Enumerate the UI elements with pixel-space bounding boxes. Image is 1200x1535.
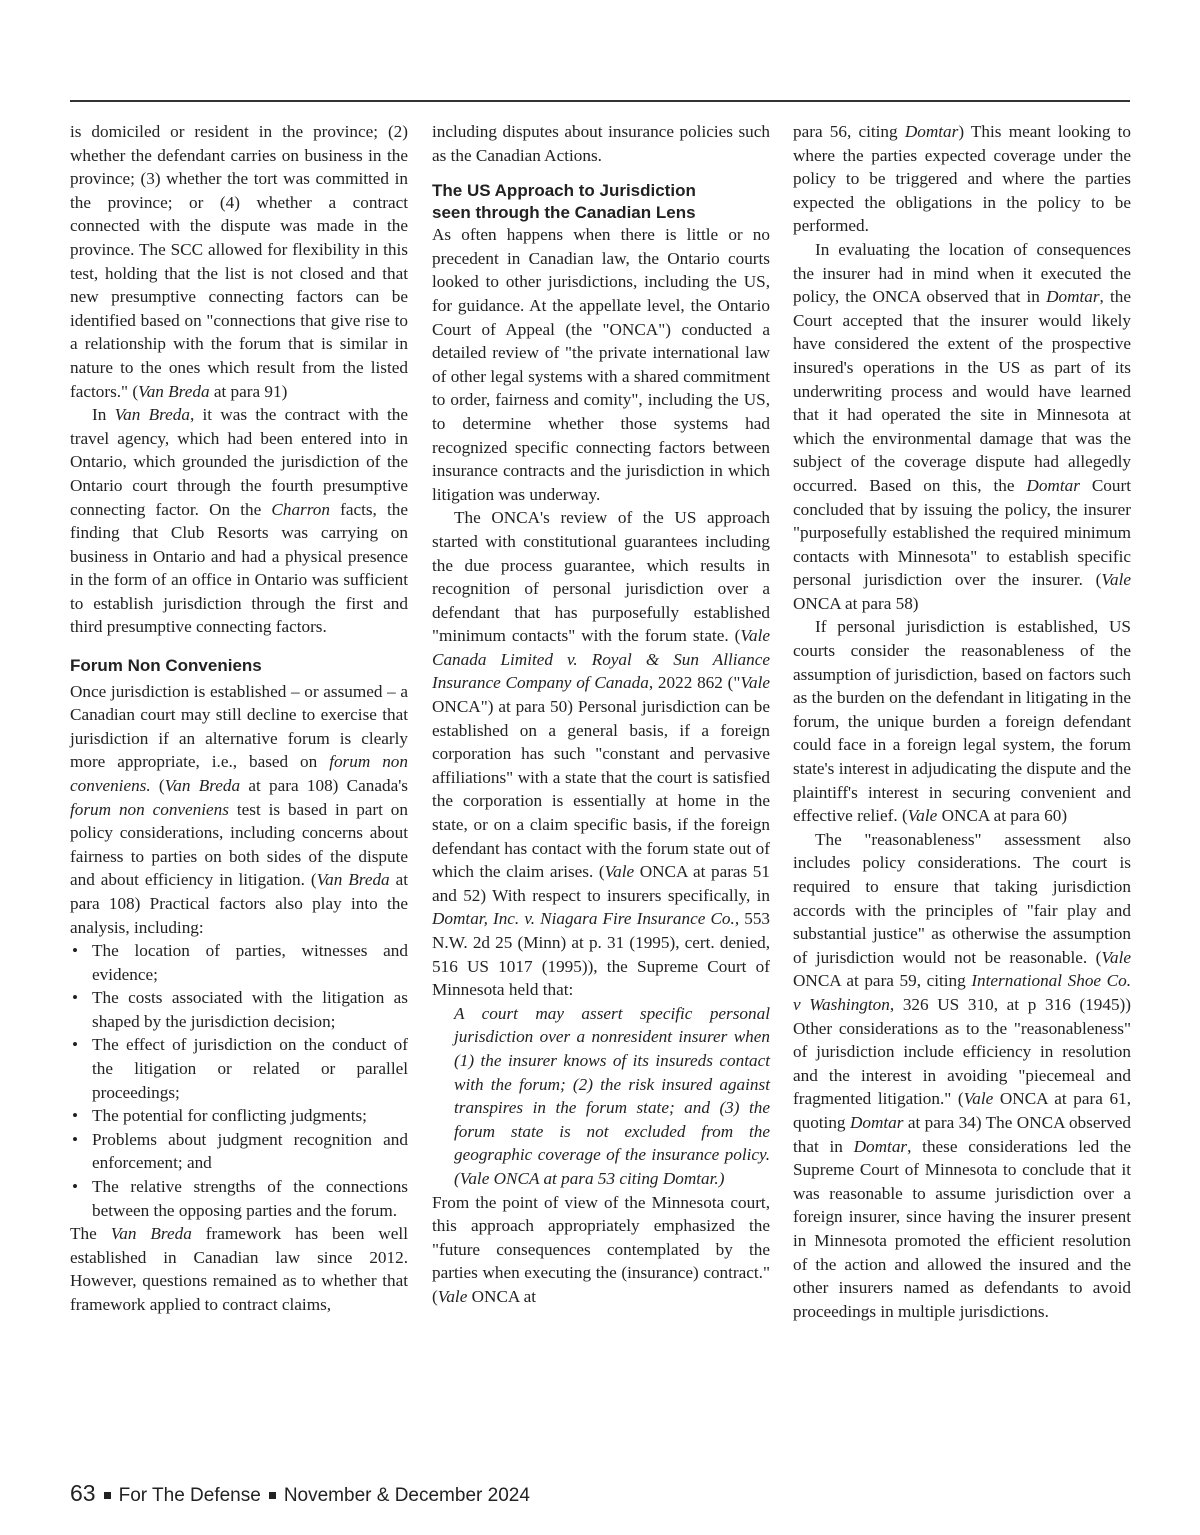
publication-name: For The Defense	[118, 1485, 261, 1506]
paragraph: The "reasonableness" assessment also includes policy considerations. The court is required to ensure that taking jurisdiction accords with the principles of "fair play and substantial justice" as otherwise the assumption of jurisdiction would not be reasonable. (Vale ONCA at para 59, citing International Shoe Co. v Washington, 326 US 310, at p 316 (1945)) Other considerations as to the "reasonableness" of jurisdiction include efficiency in resolution and the interest in avoiding "piecemeal and fragmented litigation." (Vale ONCA at para 61, quoting Domtar at para 34) The ONCA observed that in Domtar, these considerations led the Supreme Court of Minnesota to conclude that it was reasonable to assume jurisdiction over a foreign insurer, since having the insurer present in Minnesota promoted the efficient resolution of the action and allowed the insured and the other insurers named as defendants to avoid proceedings in multiple jurisdictions.	[793, 829, 1132, 1321]
italic-text: Vale	[437, 1286, 468, 1306]
list-item: • The relative strengths of the connections between the opposing parties and the forum.	[70, 1175, 408, 1222]
section-heading: Forum Non Conveniens	[70, 656, 262, 676]
paragraph: From the point of view of the Minnesota court, this approach appropriately emphasized the "future consequences contemplated by the parties when executing the (insurance) contract." (Vale ONCA at	[432, 1192, 770, 1306]
italic-text: Domtar	[1026, 475, 1080, 495]
italic-text: Vale	[459, 1168, 490, 1188]
italic-text: Domtar, Inc. v. Niagara Fire Insurance Co.	[432, 909, 735, 929]
italic-text: Vale	[1101, 570, 1131, 590]
italic-text: Van Breda	[114, 405, 190, 425]
paragraph: As often happens when there is little or no precedent in Canadian law, the Ontario courts looked to other jurisdictions, including the US, for guidance. At the appellate level, the Ontario Court of Appeal (the "ONCA") conducted a detailed review of "the private international law of other legal systems with a shared commitment to order, fairness and comity", including the US, to determine whether those systems had recognized specific connecting factors between insurance contracts and the jurisdiction in which litigation was underway.	[432, 225, 770, 504]
block-quote: A court may assert specific personal jurisdiction over a nonresident insurer when (1) the insurer knows of its insureds contact with the forum; (2) the risk insured against transpires in the forum state; and (3) the forum state is not excluded from the geographic coverage of the insurance policy. (Vale ONCA at para 53 citing Domtar.)	[454, 1003, 770, 1188]
square-bullet-icon	[104, 1492, 111, 1499]
italic-text: Domtar	[853, 1136, 908, 1156]
paragraph: Once jurisdiction is established – or assumed – a Canadian court may still decline to exercise that jurisdiction if an alternative forum is clearly more appropriate, i.e., based on forum non conveniens. (Van Breda at para 108) Canada's forum non conveniens test is based in part on policy considerations, including concerns about fairness to parties on both sides of the dispute and about efficiency in litigation. (Van Breda at para 108) Practical factors also play into the analysis, including:	[70, 681, 409, 937]
header-rule	[70, 100, 1130, 102]
paragraph: If personal jurisdiction is established, US courts consider the reasonableness of the assumption of jurisdiction, based on factors such as the burden on the defendant in litigating in the forum, the unique burden a foreign defendant could face in a foreign legal system, the forum state's interest in adjudicating the dispute and the plaintiff's interest in securing convenient and effective relief. (Vale ONCA at para 60)	[793, 617, 1131, 826]
column-2	[432, 120, 770, 1309]
italic-text: forum non conveniens.	[70, 752, 408, 795]
paragraph: is domiciled or resident in the province; (2) whether the defendant carries on business in the province; (3) whether the tort was committed in the province; or (4) whether a contract connected with the dispute was made in the province. The SCC allowed for flexibility in this test, holding that the list is not closed and that new presumptive connecting factors can be identified based on "connections that give rise to a relationship with the forum that is similar in nature to the ones which result from the listed factors." (Van Breda at para 91)	[70, 122, 408, 401]
section-heading	[432, 180, 770, 223]
italic-text: Van Breda	[138, 381, 210, 401]
heading-line: The US Approach to Jurisdiction	[432, 181, 696, 201]
italic-text: Domtar	[1046, 287, 1100, 307]
paragraph: The Van Breda framework has been well established in Canadian law since 2012. However, questions remained as to whether that framework applied to contract claims,	[70, 1224, 408, 1314]
list-item: • The location of parties, witnesses and evidence;	[70, 939, 408, 986]
italic-text: Domtar.	[662, 1168, 719, 1188]
paragraph: In evaluating the location of consequences the insurer had in mind when it executed the policy, the ONCA observed that in Domtar, the Court accepted that the insurer would likely have considered the extent of the prospective insured's operations in the US as part of its underwriting process and would have learned that it had operated the site in Minnesota at which the environmental damage that was the subject of the coverage dispute had allegedly occurred. Based on this, the Domtar Court concluded that by issuing the policy, the insurer "purposefully established the required minimum contacts with Minnesota" to establish specific personal jurisdiction over the insurer. (Vale ONCA at para 58)	[793, 239, 1132, 613]
paragraph: para 56, citing Domtar) This meant looking to where the parties expected coverage under the policy to be triggered and where the parties expected the obligations in the policy to be performed.	[793, 122, 1131, 236]
list-item: • The costs associated with the litigation as shaped by the jurisdiction decision;	[70, 986, 408, 1033]
page-footer	[70, 1480, 530, 1507]
column-1	[70, 120, 408, 1317]
italic-text: Domtar	[904, 122, 959, 141]
italic-text: Vale	[907, 806, 938, 826]
heading-line: seen through the Canadian Lens	[432, 202, 696, 222]
factor-list	[70, 939, 408, 1222]
italic-text: Van Breda	[164, 775, 241, 795]
list-item: • The potential for conflicting judgments;	[70, 1104, 408, 1128]
italic-text: Van Breda	[316, 870, 390, 890]
italic-text: Vale Canada Limited v. Royal & Sun Alliance Insurance Company of Canada	[432, 626, 770, 693]
list-item: • Problems about judgment recognition and enforcement; and	[70, 1128, 408, 1175]
italic-text: International Shoe Co. v Washington	[793, 971, 1131, 1014]
issue-date: November & December 2024	[283, 1485, 530, 1506]
italic-text: Vale	[740, 673, 770, 693]
italic-text: A court may assert specific personal jurisdiction over a nonresident insurer when (1) the insurer knows of its insureds contact with the forum; (2) the risk insured against transpires in the forum state; and (3) the forum state is not excluded from the geographic coverage of the insurance policy.	[454, 1003, 770, 1165]
italic-text: Charron	[271, 499, 330, 519]
square-bullet-icon	[269, 1492, 276, 1499]
paragraph: including disputes about insurance policies such as the Canadian Actions.	[432, 122, 770, 165]
italic-text: Vale	[1101, 947, 1131, 967]
italic-text: Vale	[604, 862, 635, 882]
italic-text: Van Breda	[110, 1224, 192, 1244]
italic-text: forum non conveniens	[70, 799, 229, 819]
italic-text: Vale	[963, 1089, 994, 1109]
italic-text: Domtar	[849, 1112, 904, 1132]
paragraph: The ONCA's review of the US approach started with constitutional guarantees including the due process guarantee, which results in recognition of personal jurisdiction over a defendant that has purposefully established "minimum contacts" with the forum state. (Vale Canada Limited v. Royal & Sun Alliance Insurance Company of Canada, 2022 862 ("Vale ONCA") at para 50) Personal jurisdiction can be established on a general basis, if a foreign corporation has such "constant and pervasive affiliations" with a state that the court is satisfied the corporation is essentially at home in the state, or on a claim specific basis, if the foreign defendant has contact with the forum state out of which the claim arises. (Vale ONCA at paras 51 and 52) With respect to insurers specifically, in Domtar, Inc. v. Niagara Fire Insurance Co., 553 N.W. 2d 25 (Minn) at p. 31 (1995), cert. denied, 516 US 1017 (1995)), the Supreme Court of Minnesota held that:	[432, 508, 771, 1000]
page-number: 63	[70, 1480, 96, 1506]
paragraph: In Van Breda, it was the contract with the travel agency, which had been entered into in Ontario, which grounded the jurisdiction of the Ontario court through the fourth presumptive connecting factor. On the Charron facts, the finding that Club Resorts was carrying on business in Ontario and had a physical presence in the form of an office in Ontario was sufficient to establish jurisdiction through the first and third presumptive connecting factors.	[70, 405, 408, 637]
column-3	[793, 120, 1131, 1323]
list-item: • The effect of jurisdiction on the conduct of the litigation or related or parallel proceedings;	[70, 1033, 408, 1104]
